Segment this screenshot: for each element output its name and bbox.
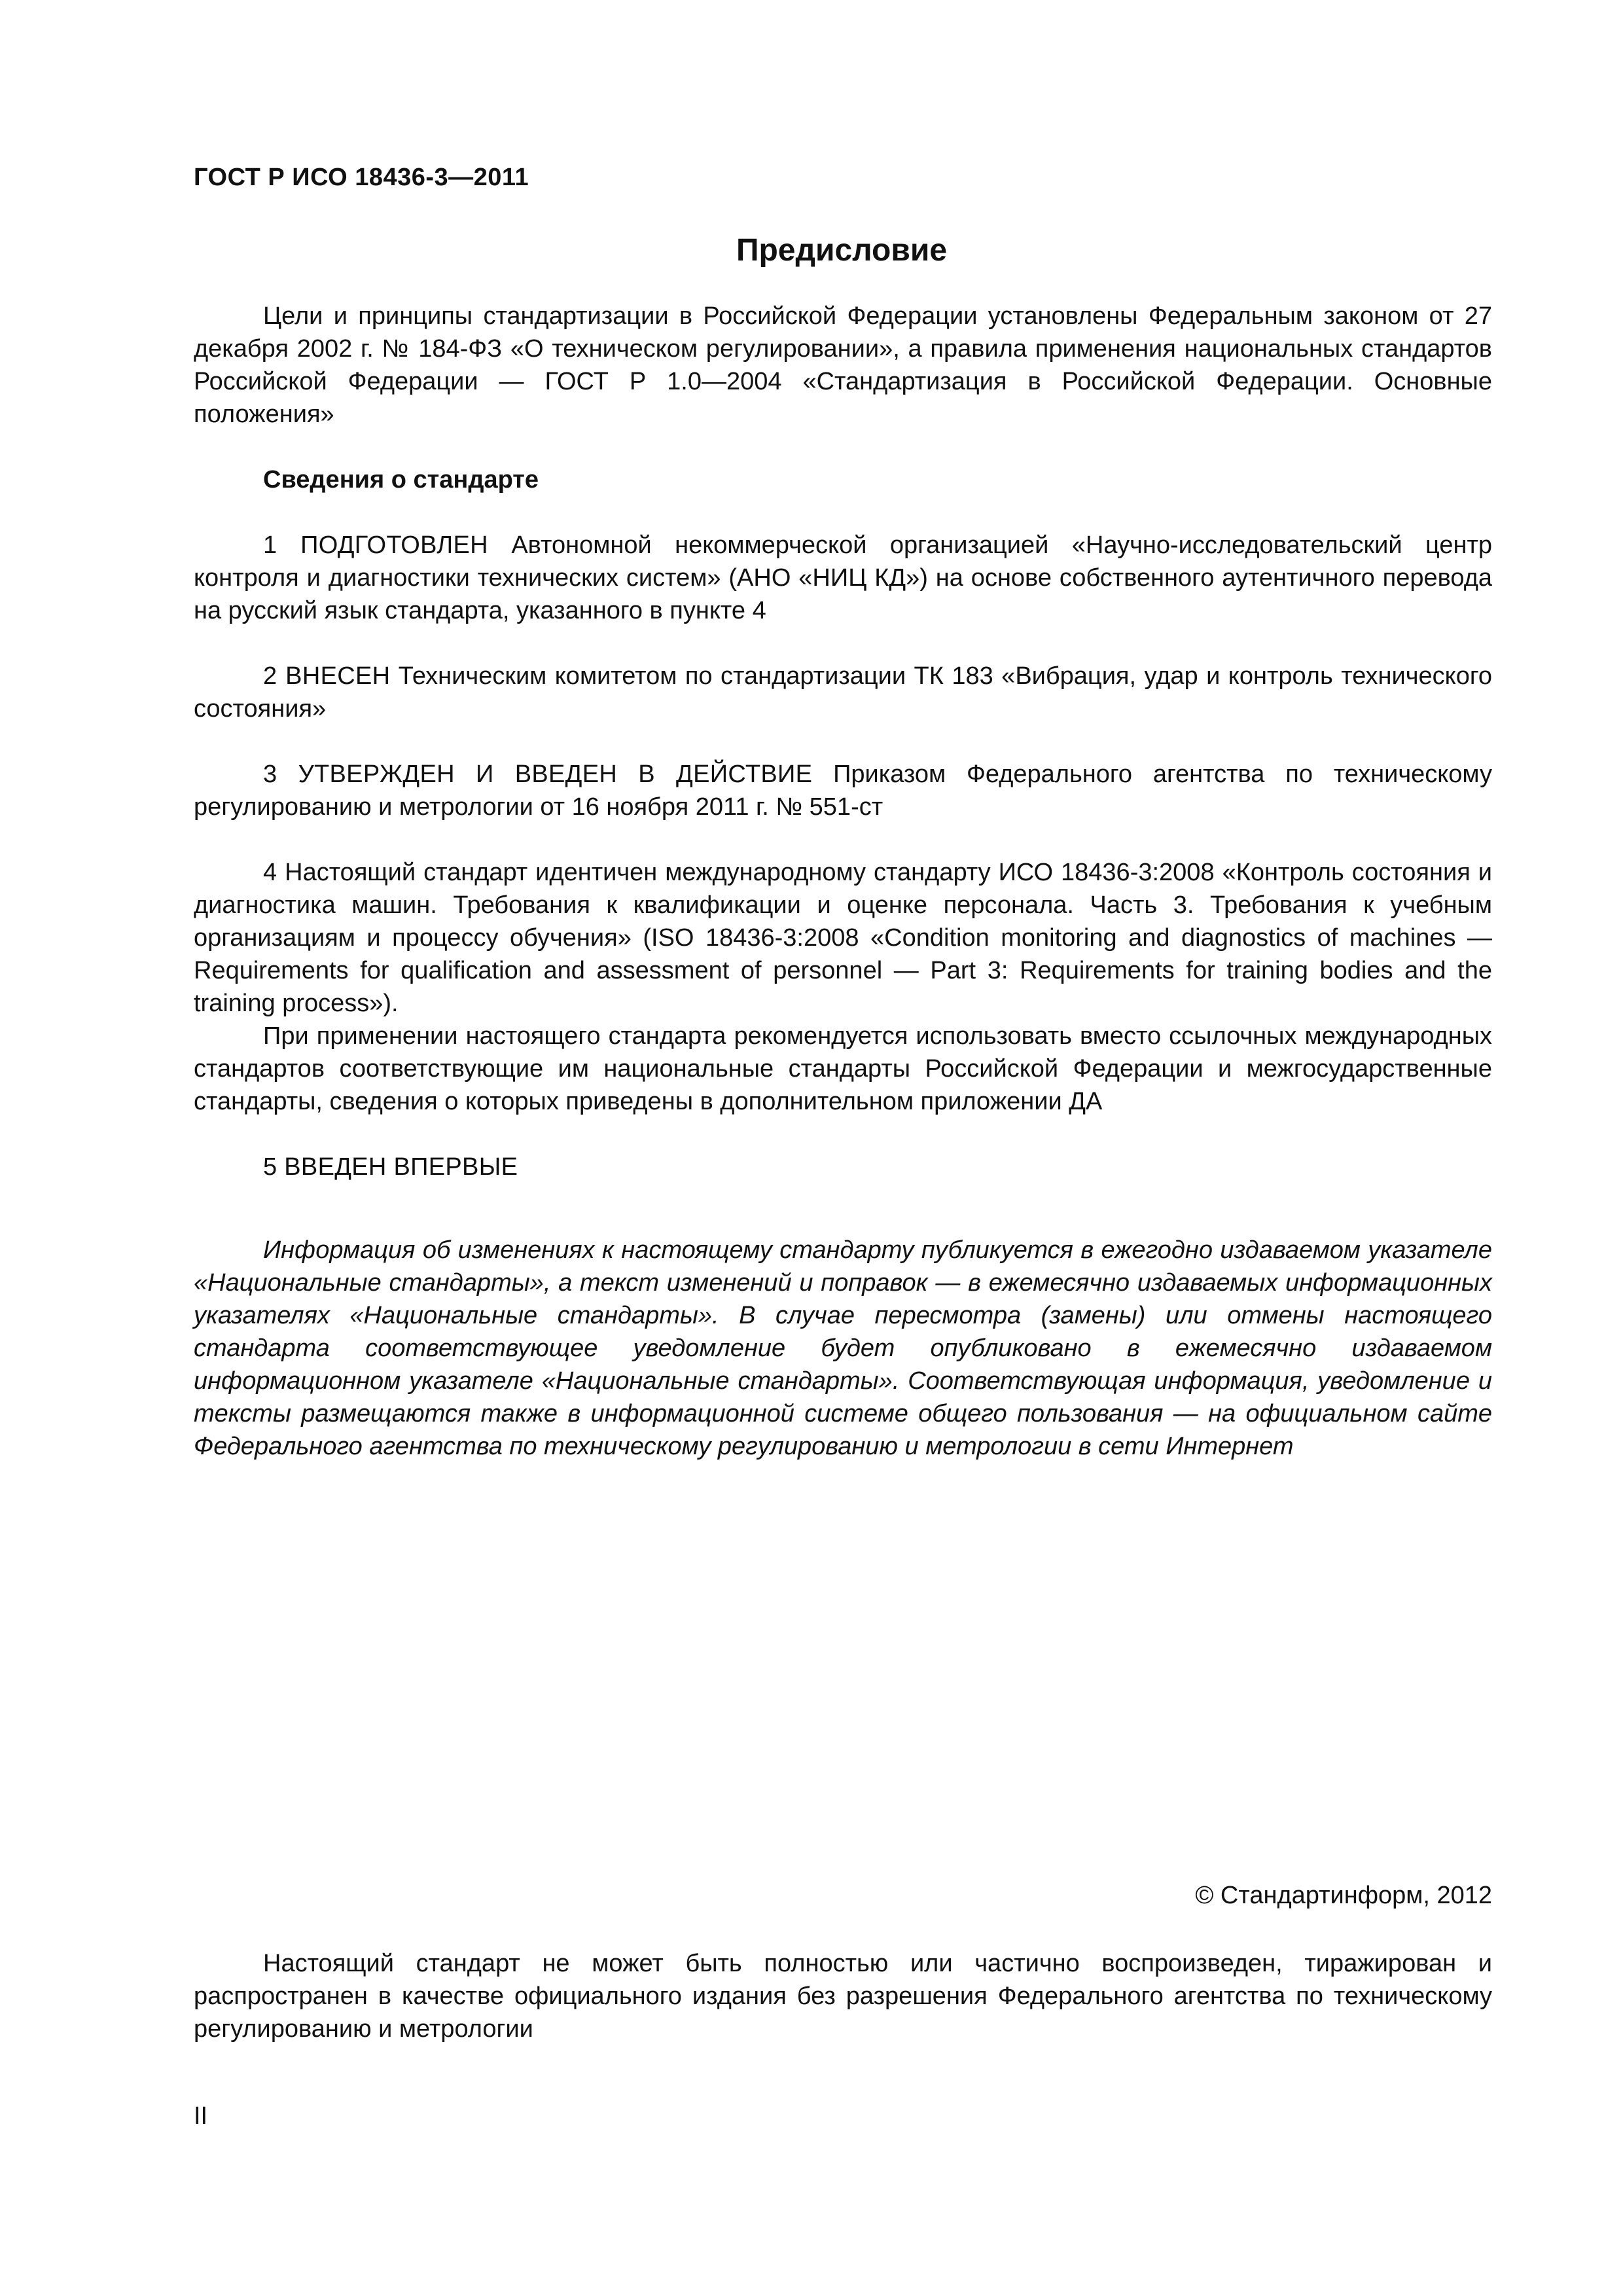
copyright-line: © Стандартинформ, 2012: [1195, 1882, 1492, 1909]
info-item-4-label: 4: [263, 859, 277, 886]
intro-paragraph: Цели и принципы стандартизации в Российской Федерации установлены Федеральным законом от 27 декабря 2002 г. № 184-ФЗ «О техническом регулировании», а правила применения национальных стандартов Российской Федерации — ГОСТ Р 1.0—2004 «Стандартизация в Российской Федерации. Основные положения»: [194, 302, 1492, 428]
info-item-3-label: 3 УТВЕРЖДЕН И ВВЕДЕН В ДЕЙСТВИЕ: [263, 761, 813, 788]
standard-info-heading: Сведения о стандарте: [263, 466, 539, 493]
info-item-4-text: Настоящий стандарт идентичен международному стандарту ИСО 18436-3:2008 «Контроль состояния и диагностика машин. Требования к квалификации и оценке персонала. Часть 3. Требования к учебным организациям и процессу обучения» (ISO 18436-3:2008 «Condition monitoring and diagnostics of machines — Requirements for qualification and assessment of personnel — Part 3: Requirements for training bodies and the training process»).: [194, 859, 1492, 1017]
info-item-5: [194, 1151, 1492, 1183]
info-item-2: [194, 660, 1492, 725]
standard-code-header: ГОСТ Р ИСО 18436-3—2011: [194, 164, 529, 191]
info-item-1: [194, 529, 1492, 627]
rights-statement: Настоящий стандарт не может быть полностью или частично воспроизведен, тиражирован и распространен в качестве официального издания без разрешения Федерального агентства по техническому регулированию и метрологии: [194, 1950, 1492, 2043]
info-item-1-label: 1 ПОДГОТОВЛЕН: [263, 531, 488, 559]
info-item-2-label: 2 ВНЕСЕН: [263, 662, 391, 690]
info-item-3-text: Приказом Федерального агентства по техническому регулированию и метрологии от 16 ноября 2011 г. № 551-ст: [194, 761, 1492, 821]
info-item-3: [194, 758, 1492, 823]
page-number: II: [194, 2102, 208, 2130]
info-item-4-continuation: При применении настоящего стандарта рекомендуется использовать вместо ссылочных международных стандартов соответствующие им национальные стандарты Российской Федерации и межгосударственные стандарты, сведения о которых приведены в дополнительном приложении ДА: [194, 1022, 1492, 1115]
info-item-1-text: Автономной некоммерческой организацией «Научно-исследовательский центр контроля и диагностики технических систем» (АНО «НИЦ КД») на основе собственного аутентичного перевода на русский язык стандарта, указанного в пункте 4: [194, 531, 1492, 624]
info-item-2-text: Техническим комитетом по стандартизации ТК 183 «Вибрация, удар и контроль технического состояния»: [194, 662, 1492, 723]
info-item-4: [194, 856, 1492, 1020]
info-item-5-label: 5 ВВЕДЕН ВПЕРВЫЕ: [263, 1153, 518, 1181]
page-title: Предисловие: [736, 233, 948, 268]
amendments-notice: Информация об изменениях к настоящему стандарту публикуется в ежегодно издаваемом указателе «Национальные стандарты», а текст изменений и поправок — в ежемесячно издаваемых информационных указателях «Национальные стандарты». В случае пересмотра (замены) или отмены настоящего стандарта соответствующее уведомление будет опубликовано в ежемесячно издаваемом информационном указателе «Национальные стандарты». Соответствующая информация, уведомление и тексты размещаются также в информационной системе общего пользования — на официальном сайте Федерального агентства по техническому регулированию и метрологии в сети Интернет: [194, 1236, 1492, 1460]
foreword-body: [194, 300, 1492, 1183]
